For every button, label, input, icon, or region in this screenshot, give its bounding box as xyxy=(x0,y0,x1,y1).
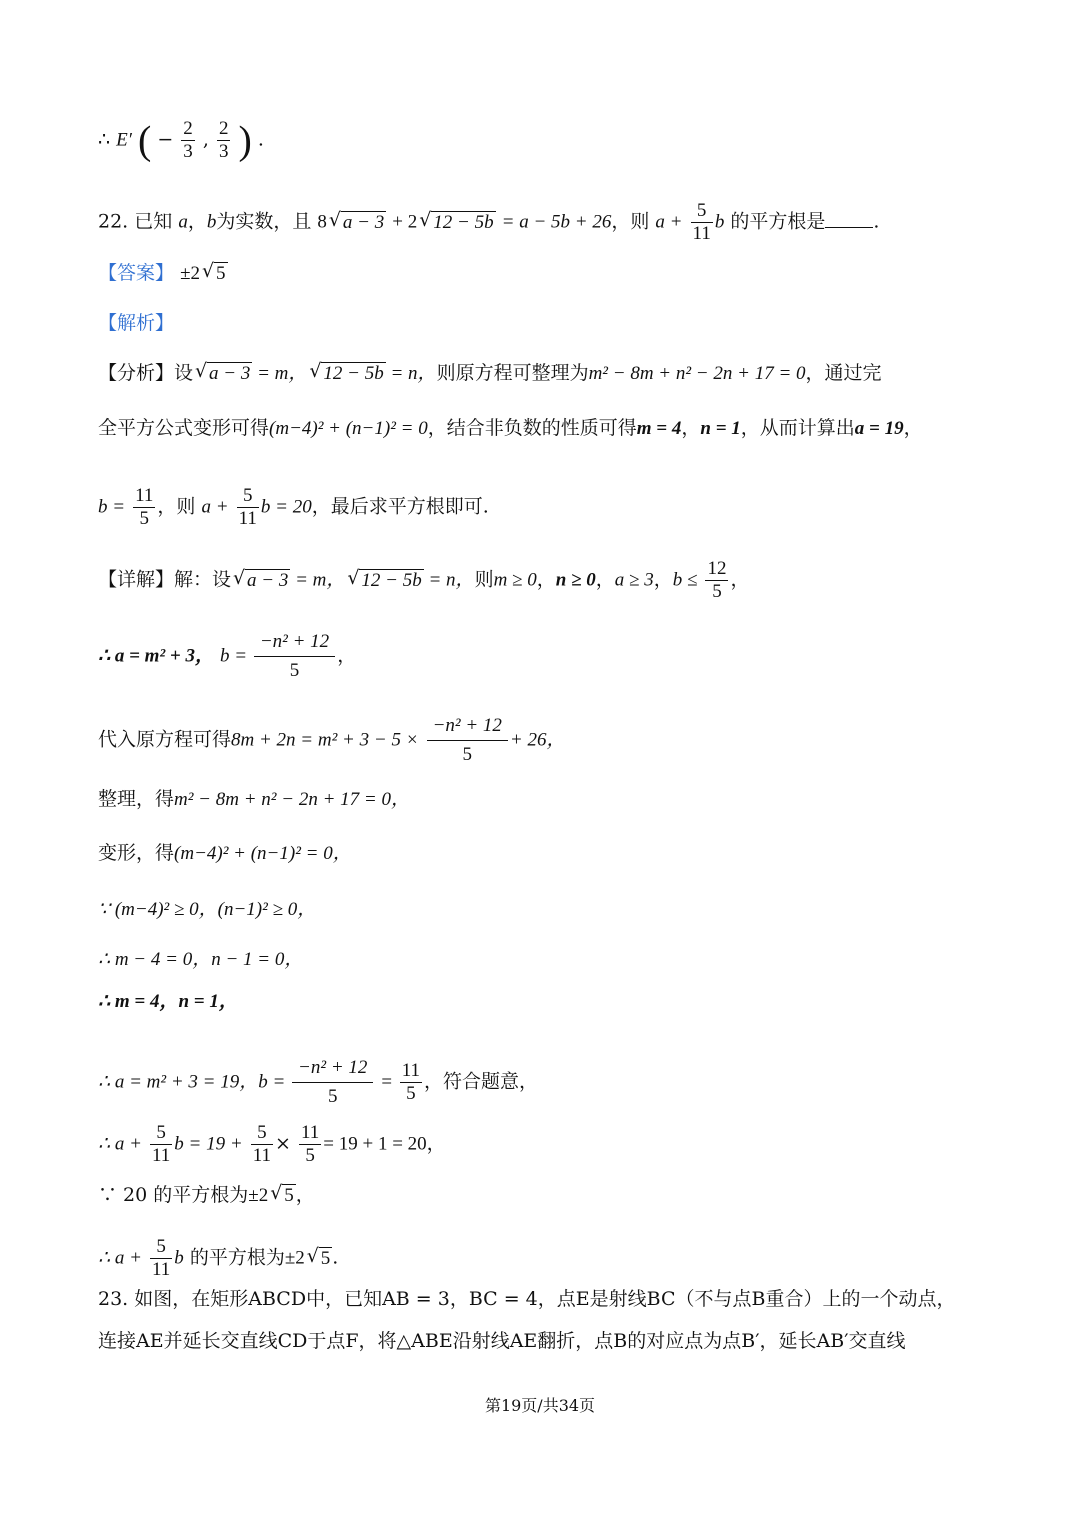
denominator: 11 xyxy=(151,1259,171,1280)
text: 为实数，且 xyxy=(216,210,312,233)
text: 的平方根是 xyxy=(730,210,826,233)
radicand: a − 3 xyxy=(209,363,251,384)
radical xyxy=(233,567,290,594)
step-10 xyxy=(98,1182,315,1209)
equation-rhs: = a − 5b + 26 xyxy=(501,211,612,233)
text: ，结合非负数的性质可得 xyxy=(427,417,637,439)
question-text: 23. 如图，在矩形ABCD中，已知AB = 3，BC = 4，点E是射线BC（不与点B重合）上的一个动点， xyxy=(98,1288,956,1310)
equation: a = 19 xyxy=(854,418,904,439)
condition: a ≥ 3 xyxy=(614,569,654,591)
radical xyxy=(307,1245,333,1272)
text: ，则 xyxy=(611,210,650,233)
radicand: 12 − 5b xyxy=(433,211,494,233)
radicand: 12 − 5b xyxy=(323,363,384,384)
radicand: 5 xyxy=(284,1185,294,1206)
text: ，通过完 xyxy=(805,362,882,384)
fraction xyxy=(292,1054,373,1111)
expression: b = 19 + xyxy=(174,1133,243,1155)
text: 则原方程可整理为 xyxy=(436,362,589,384)
text: ，从而计算出 xyxy=(740,417,855,439)
step-7 xyxy=(98,988,238,1015)
comma: ， xyxy=(595,568,615,591)
equation: m² − 8m + n² − 2n + 17 = 0， xyxy=(174,789,410,810)
step-9 xyxy=(98,1122,446,1167)
text: 已知 xyxy=(134,210,173,233)
radical xyxy=(195,360,252,387)
equation: ∵ (m−4)² ≥ 0，(n−1)² ≥ 0， xyxy=(98,899,317,920)
fraction xyxy=(181,118,195,163)
question-23-line-1 xyxy=(98,1286,955,1312)
analysis-line-1 xyxy=(98,360,882,387)
minus-sign: − xyxy=(157,128,174,151)
comma: ， xyxy=(653,568,673,591)
analysis-line-2 xyxy=(98,415,923,442)
text: 变形，得 xyxy=(98,842,175,864)
equation: + 26， xyxy=(509,729,566,751)
fraction xyxy=(427,712,508,769)
denominator: 5 xyxy=(289,660,300,681)
denominator: 11 xyxy=(692,223,711,244)
step-4 xyxy=(98,840,352,867)
text: ， xyxy=(903,417,923,439)
question-23-line-2 xyxy=(98,1328,906,1354)
equation: m² − 8m + n² − 2n + 17 = 0 xyxy=(588,363,806,384)
radicand: 5 xyxy=(320,1247,331,1269)
detail-label: 【详解】 xyxy=(98,568,175,591)
equation: n = 1 xyxy=(700,418,741,439)
period: . xyxy=(257,128,264,151)
fraction xyxy=(705,558,728,603)
fraction xyxy=(150,1122,172,1167)
var-b: b xyxy=(174,1247,184,1269)
text: ， xyxy=(187,210,207,233)
radicand: a − 3 xyxy=(247,569,289,591)
equation: = m， xyxy=(252,363,308,384)
equation: ∴ m = 4，n = 1， xyxy=(98,991,238,1012)
answer-value: ±2 xyxy=(180,263,200,284)
var-b: b xyxy=(714,211,725,233)
step-1 xyxy=(98,628,356,685)
equation: = 19 + 1 = 20， xyxy=(323,1133,446,1155)
numerator: 5 xyxy=(691,200,713,223)
text: ，最后求平方根即可. xyxy=(311,495,489,518)
fraction xyxy=(217,118,231,163)
equation: ∴ a = m² + 3， xyxy=(98,645,214,667)
numerator: −n² + 12 xyxy=(427,712,508,741)
paren-open: ( xyxy=(137,117,152,163)
denominator: 5 xyxy=(305,1145,315,1166)
radicand: 5 xyxy=(216,263,226,284)
numerator: 5 xyxy=(237,485,259,508)
denominator: 3 xyxy=(183,141,193,162)
equation: (m−4)² + (n−1)² = 0 xyxy=(269,418,428,439)
radical xyxy=(347,567,423,594)
fraction xyxy=(299,1122,321,1167)
text: . xyxy=(332,1246,339,1269)
text: 设 xyxy=(174,362,194,384)
equation: = m， xyxy=(290,569,346,591)
step-6 xyxy=(98,946,303,973)
equation: = n， xyxy=(423,569,475,591)
expression: ∴ a + xyxy=(98,1133,142,1155)
question-text: 连接AE并延长交直线CD于点F，将△ABE沿射线AE翻折，点B的对应点为点B′，延长AB′交直线 xyxy=(98,1330,906,1352)
var-b: b xyxy=(206,211,217,233)
numerator: 5 xyxy=(251,1122,273,1145)
fraction xyxy=(254,628,335,685)
answer-line xyxy=(98,260,228,287)
text: 则 xyxy=(474,568,494,591)
expression: ∴ a + xyxy=(98,1247,142,1269)
numerator: 2 xyxy=(218,118,229,139)
text: ， xyxy=(337,644,357,667)
numerator: −n² + 12 xyxy=(254,628,335,657)
expression: a + xyxy=(655,211,683,233)
detail-line xyxy=(98,558,749,603)
step-3 xyxy=(98,786,410,813)
fraction xyxy=(691,200,713,245)
analysis-label: 【分析】 xyxy=(98,362,175,384)
comma: ， xyxy=(536,568,556,591)
operator: × xyxy=(275,1132,291,1155)
fraction xyxy=(251,1122,273,1167)
step-8 xyxy=(98,1054,538,1111)
paren-close: ) xyxy=(238,117,252,163)
numerator: 2 xyxy=(183,118,193,139)
text: ∵ 20 的平方根为 xyxy=(98,1184,249,1206)
operator: + 2 xyxy=(392,211,418,233)
text: ，则 xyxy=(157,495,196,518)
numerator: −n² + 12 xyxy=(292,1054,373,1083)
comma: , xyxy=(202,128,209,151)
radicand: a − 3 xyxy=(342,211,385,233)
radical xyxy=(329,209,386,236)
denominator: 5 xyxy=(406,1083,416,1104)
equation: b = 20 xyxy=(260,496,312,518)
denominator: 11 xyxy=(252,1145,272,1166)
text: 的平方根为 xyxy=(189,1246,285,1269)
text: 全平方公式变形可得 xyxy=(98,417,270,439)
line-e-prime xyxy=(98,118,264,163)
point-label: E′ xyxy=(116,129,132,151)
radical xyxy=(419,209,495,236)
jiexi-line xyxy=(98,310,174,336)
condition: n ≥ 0 xyxy=(555,569,596,591)
coefficient: 8 xyxy=(317,211,327,233)
denominator: 5 xyxy=(327,1086,338,1107)
fraction xyxy=(133,485,155,530)
numerator: 11 xyxy=(135,485,154,506)
analysis-line-3 xyxy=(98,485,489,530)
denominator: 5 xyxy=(139,508,150,529)
equation: ∴ a = m² + 3 = 19，b = xyxy=(98,1071,291,1093)
expression: a + xyxy=(201,496,229,518)
question-number: 22. xyxy=(98,210,129,233)
comma: ， xyxy=(681,417,701,439)
numerator: 5 xyxy=(150,1122,172,1145)
step-11 xyxy=(98,1236,338,1281)
therefore-symbol: ∴ xyxy=(98,128,111,151)
condition: b ≤ xyxy=(672,569,698,591)
text: ， xyxy=(295,1184,315,1206)
question-22 xyxy=(98,200,879,245)
answer-blank xyxy=(825,211,873,228)
denominator: 5 xyxy=(712,581,722,602)
radical xyxy=(202,260,228,287)
text: 代入原方程可得 xyxy=(98,728,232,751)
fraction xyxy=(237,485,259,530)
step-2 xyxy=(98,712,565,769)
page-footer: 第19页/共34页 xyxy=(484,1396,596,1415)
denominator: 3 xyxy=(218,141,229,162)
denominator: 11 xyxy=(238,508,257,529)
step-5 xyxy=(98,896,316,923)
denominator: 5 xyxy=(462,744,472,765)
equation: 8m + 2n = m² + 3 − 5 × xyxy=(231,729,419,751)
var-a: a xyxy=(178,211,188,233)
text: 解：设 xyxy=(174,568,232,591)
value: ±2 xyxy=(284,1247,305,1269)
equation: m = 4 xyxy=(636,418,682,439)
operator: = xyxy=(375,1071,398,1093)
fraction xyxy=(400,1060,422,1105)
numerator: 11 xyxy=(401,1060,421,1081)
equation: ∴ m − 4 = 0，n − 1 = 0， xyxy=(98,949,304,970)
expression: b = xyxy=(98,496,126,518)
numerator: 12 xyxy=(707,558,727,579)
radical xyxy=(270,1182,296,1209)
condition: m ≥ 0 xyxy=(493,569,537,591)
text: ， xyxy=(730,568,750,591)
answer-label: 【答案】 xyxy=(98,262,175,284)
period: . xyxy=(873,210,880,233)
equation: = n， xyxy=(385,363,437,384)
jiexi-label: 【解析】 xyxy=(98,312,175,334)
fraction xyxy=(150,1236,172,1281)
value: ±2 xyxy=(248,1185,269,1206)
numerator: 11 xyxy=(300,1122,320,1143)
radical xyxy=(309,360,385,387)
text: ，符合题意， xyxy=(424,1070,539,1093)
radicand: 12 − 5b xyxy=(361,569,422,591)
equation: (m−4)² + (n−1)² = 0， xyxy=(174,843,352,864)
numerator: 5 xyxy=(150,1236,172,1259)
denominator: 11 xyxy=(151,1145,171,1166)
text: 整理，得 xyxy=(98,788,175,810)
expression: b = xyxy=(220,645,252,667)
